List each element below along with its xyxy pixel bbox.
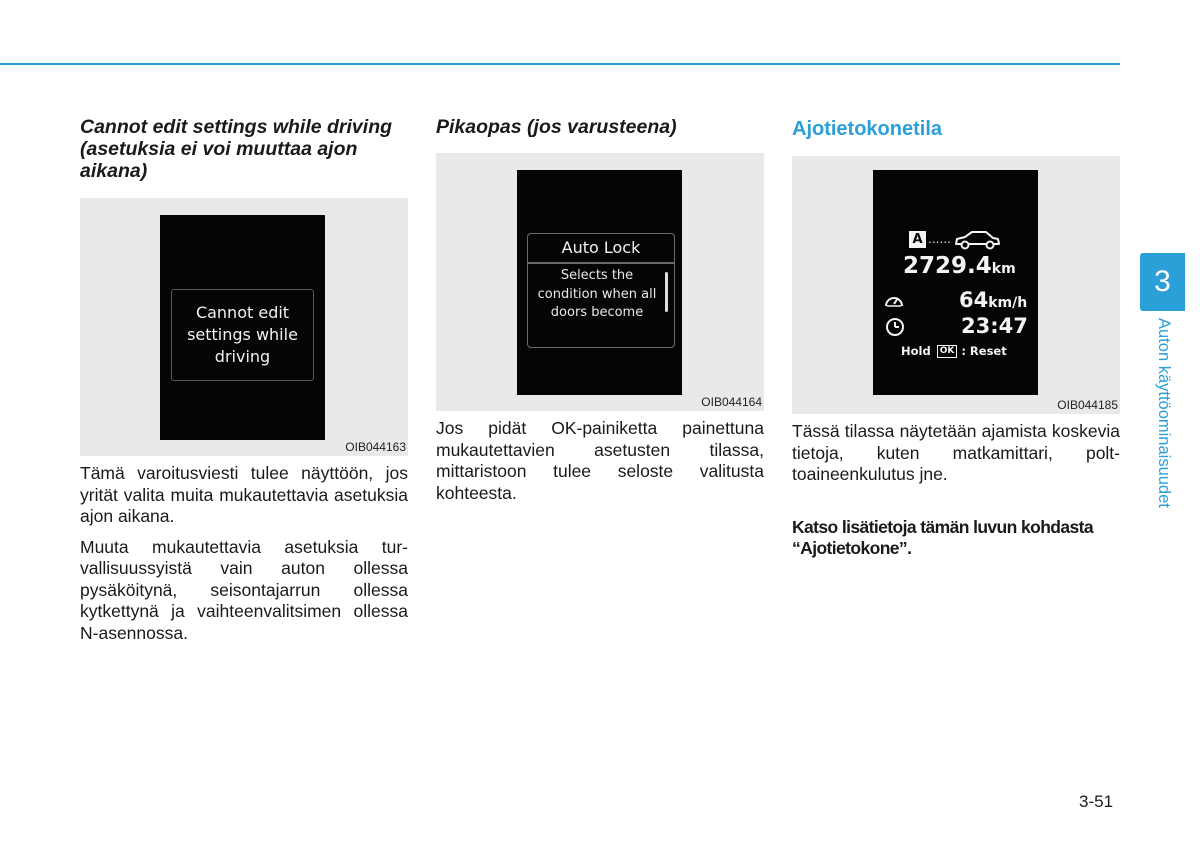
- odometer-unit: km: [991, 261, 1016, 277]
- figure-trip-computer: [792, 156, 1120, 414]
- figure-code: OIB044163: [345, 440, 406, 454]
- header-rule: [0, 63, 1120, 65]
- auto-lock-title: Auto Lock: [561, 238, 641, 257]
- paragraph: Jos pidät OK-painiketta painettuna mukautettavien asetusten tilassa, mittaristoon tulee seloste valitusta kohteesta.: [436, 418, 764, 503]
- cluster-screen: [160, 215, 325, 440]
- paragraph: Muuta mukautettavia asetuksia turvallisuussyistä vain auton ollessa pysäköitynä, seisontajarrun ollessa kytkettynä ja vaihteenvalitsimen ollessa N-asennossa.: [80, 536, 408, 643]
- panel-divider: [528, 262, 674, 264]
- auto-lock-description: Selects the condition when all doors become: [537, 268, 657, 320]
- paragraph: Tämä varoitusviesti tulee näyttöön, jos yrität valita muita mukautettavia asetuksia ajon aikana.: [80, 463, 408, 526]
- reset-label: : Reset: [961, 344, 1007, 358]
- warning-message: Cannot edit settings while driving: [171, 289, 314, 381]
- page-number: 3-51: [1079, 792, 1114, 811]
- mode-dots: ......: [928, 232, 951, 246]
- elapsed-time-readout: 23:47: [961, 314, 1028, 338]
- trip-display: [873, 170, 1038, 395]
- cluster-screen: [873, 170, 1038, 395]
- trip-mode-badge: A: [909, 231, 926, 248]
- ok-button-glyph: OK: [937, 345, 958, 358]
- figure-cannot-edit: [80, 198, 408, 456]
- figure-code: OIB044185: [1057, 398, 1118, 412]
- chapter-tab-label: Auton käyttöominaisuudet: [1155, 318, 1173, 508]
- column-cannot-edit: [80, 116, 408, 644]
- hold-label: Hold: [901, 344, 931, 358]
- odometer-value: 2729.4: [903, 253, 992, 279]
- scrollbar-indicator: [665, 272, 668, 312]
- section-heading: Ajotietokonetila: [792, 118, 943, 140]
- speedometer-icon: [884, 291, 904, 309]
- figure-auto-lock: [436, 153, 764, 411]
- paragraph: Tässä tilassa näytetään ajamista koskevia tietoja, kuten matkamittari, polttoaineenkulutus jne.: [792, 421, 1120, 484]
- car-icon: [953, 228, 1001, 250]
- speed-value: 64: [959, 288, 989, 312]
- cross-reference-note: Katso lisätietoja tämän luvun kohdasta “Ajotietokone”.: [792, 516, 1094, 558]
- figure-code: OIB044164: [701, 395, 762, 409]
- cluster-screen: [517, 170, 682, 395]
- trip-mode-row: [909, 230, 951, 248]
- auto-lock-panel: [527, 233, 675, 348]
- chapter-tab: 3: [1140, 253, 1185, 311]
- clock-icon: [885, 317, 905, 337]
- avg-speed-readout: [959, 287, 1027, 316]
- speed-unit: km/h: [988, 295, 1028, 311]
- hold-reset-hint: [901, 344, 1007, 358]
- section-heading: Cannot edit settings while driving (asetuksia ei voi muuttaa ajon aikana): [80, 116, 393, 182]
- column-quick-guide: [436, 116, 764, 504]
- odometer-readout: [903, 252, 1016, 283]
- section-heading: Pikaopas (jos varusteena): [436, 116, 677, 138]
- column-trip-computer: [792, 116, 1120, 560]
